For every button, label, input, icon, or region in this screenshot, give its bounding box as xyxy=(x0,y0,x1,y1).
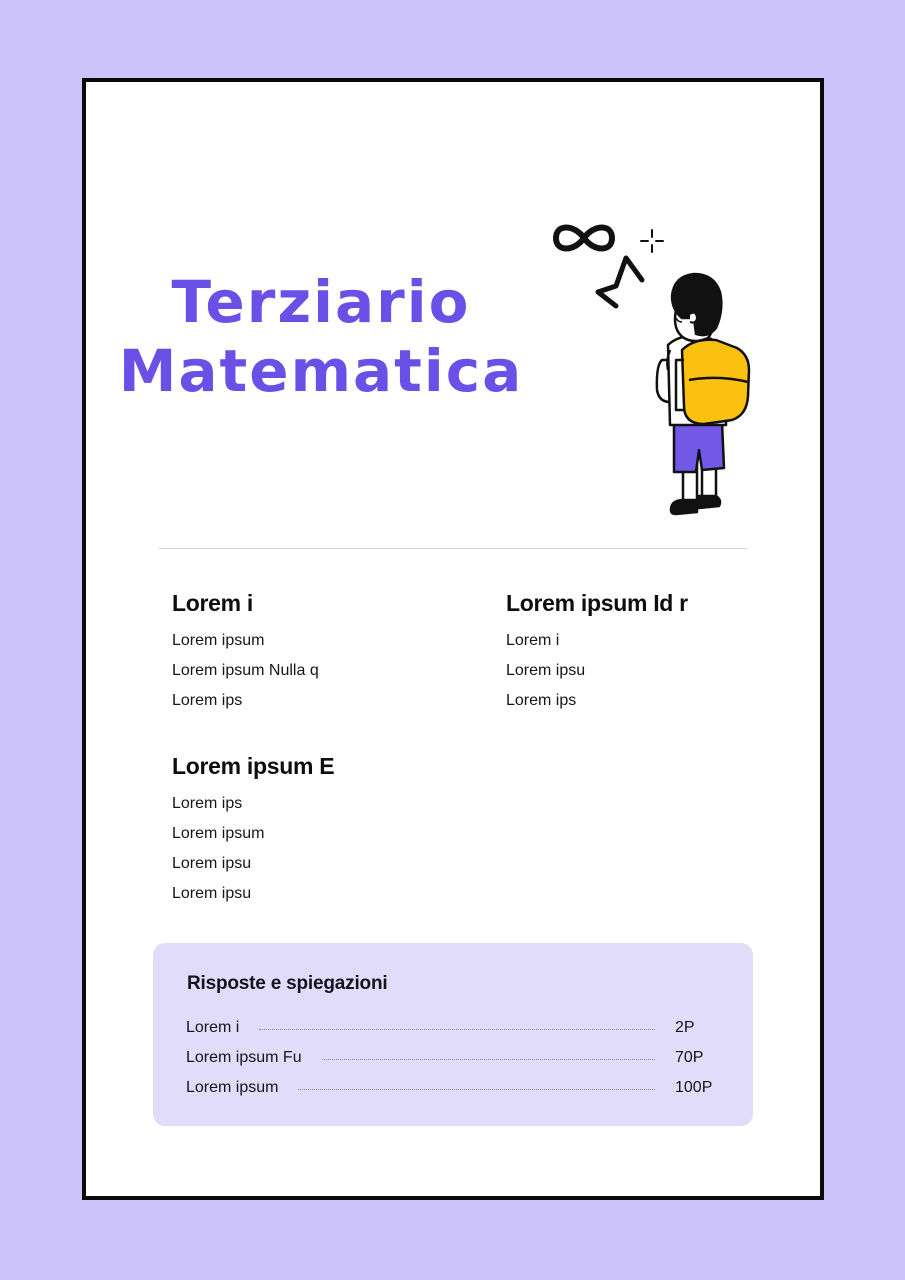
answer-points: 100P xyxy=(675,1079,713,1096)
list-item: Lorem ips xyxy=(506,692,577,709)
answers-heading: Risposte e spiegazioni xyxy=(187,973,388,994)
page-title xyxy=(86,268,556,406)
section-divider xyxy=(158,548,748,549)
list-item: Lorem ipsu xyxy=(172,885,252,902)
answer-points: 70P xyxy=(675,1049,704,1066)
list-item: Lorem ipsum xyxy=(172,632,265,649)
section-heading: Lorem i xyxy=(172,590,253,616)
dotted-leader xyxy=(298,1089,655,1090)
topic-section xyxy=(506,588,688,716)
title-line-1: Terziario xyxy=(171,268,471,336)
topic-list xyxy=(506,626,688,716)
topic-list xyxy=(172,626,319,716)
list-item: Lorem ips xyxy=(172,795,243,812)
section-heading: Lorem ipsum E xyxy=(172,753,335,779)
infinity-icon xyxy=(556,228,612,249)
list-item: Lorem ips xyxy=(172,692,243,709)
sparkle-icon xyxy=(641,230,663,252)
document-page xyxy=(82,78,824,1200)
answer-row xyxy=(186,1073,715,1103)
dotted-leader xyxy=(259,1029,655,1030)
list-item: Lorem ipsum Nulla q xyxy=(172,662,319,679)
answer-label: Lorem ipsum xyxy=(186,1079,279,1096)
student-illustration xyxy=(544,210,764,530)
list-item: Lorem ipsu xyxy=(506,662,586,679)
answer-label: Lorem i xyxy=(186,1019,240,1036)
dotted-leader xyxy=(322,1059,655,1060)
topic-section xyxy=(172,588,319,716)
list-item: Lorem i xyxy=(506,632,560,649)
sigma-icon xyxy=(598,258,642,306)
answer-label: Lorem ipsum Fu xyxy=(186,1049,302,1066)
topic-section xyxy=(172,751,334,909)
topic-list xyxy=(172,789,334,909)
answer-points: 2P xyxy=(675,1019,695,1036)
answer-row xyxy=(186,1043,715,1073)
answers-panel xyxy=(153,943,753,1126)
student-figure xyxy=(657,274,749,514)
section-heading: Lorem ipsum Id r xyxy=(506,590,688,616)
list-item: Lorem ipsum xyxy=(172,825,265,842)
answer-row xyxy=(186,1013,715,1043)
list-item: Lorem ipsu xyxy=(172,855,252,872)
title-line-2: Matematica xyxy=(118,337,524,405)
